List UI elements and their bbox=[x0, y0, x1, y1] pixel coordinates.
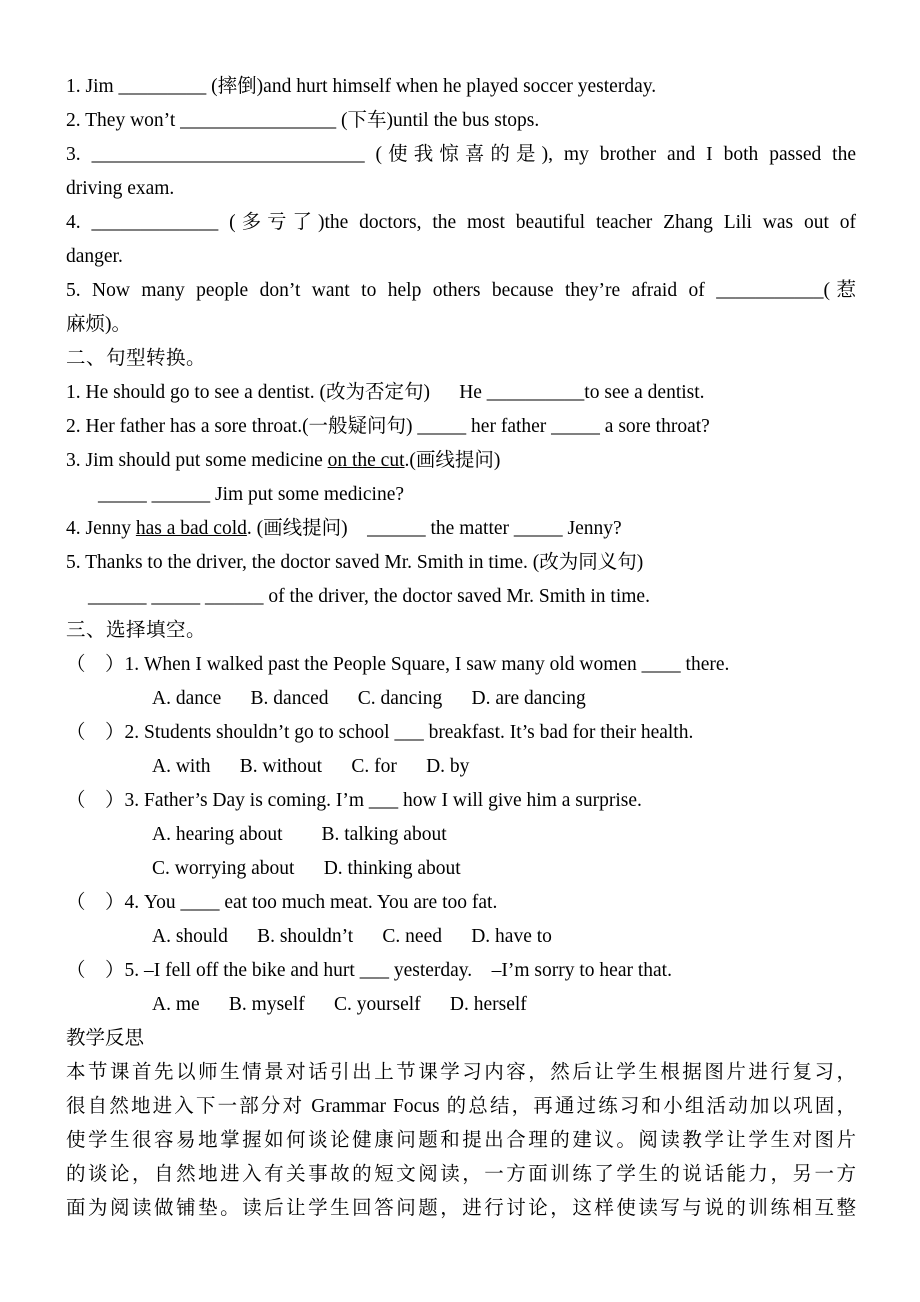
s2-q3-post: .(画线提问) bbox=[404, 450, 501, 471]
s3-q3-options-a: A. hearing about B. talking about bbox=[152, 824, 447, 845]
s2-q5: 5. Thanks to the driver, the doctor saved Mr. Smith in time. (改为同义句) bbox=[66, 552, 644, 573]
s2-q3 bbox=[66, 444, 856, 478]
s2-q4-post: . (画线提问) ______ the matter _____ Jenny? bbox=[246, 518, 622, 539]
s2-q1: 1. He should go to see a dentist. (改为否定句) He __________to see a dentist. bbox=[66, 382, 705, 403]
s3-q5-options: A. me B. myself C. yourself D. herself bbox=[152, 994, 527, 1015]
s1-q3-line2: driving exam. bbox=[66, 178, 175, 199]
s1-q3-line1: 3. ____________________________ (使我惊喜的是), my brother and I both passed the bbox=[66, 144, 856, 165]
s1-q5-line1: 5. Now many people don’t want to help others because they’re afraid of ___________(惹 bbox=[66, 280, 856, 301]
reflection-heading: 教学反思 bbox=[66, 1028, 145, 1049]
reflection-line-1: 本节课首先以师生情景对话引出上节课学习内容，然后让学生根据图片进行复习， bbox=[66, 1062, 856, 1083]
reflection-line-2: 很自然地进入下一部分对 Grammar Focus 的总结，再通过练习和小组活动加以巩固， bbox=[66, 1096, 856, 1117]
s3-q2: （ ）2. Students shouldn’t go to school ___ breakfast. It’s bad for their health. bbox=[66, 722, 694, 743]
s3-q3-options-b: C. worrying about D. thinking about bbox=[152, 858, 461, 879]
s3-q3: （ ）3. Father’s Day is coming. I’m ___ how I will give him a surprise. bbox=[66, 790, 642, 811]
s1-q2: 2. They won’t ________________ (下车)until the bus stops. bbox=[66, 110, 540, 131]
s2-q4-underlined: has a bad cold bbox=[135, 518, 247, 539]
s2-q3-underlined: on the cut bbox=[327, 450, 405, 471]
s1-q4-line1: 4. _____________ (多亏了)the doctors, the most beautiful teacher Zhang Lili was out of bbox=[66, 212, 856, 233]
s1-q4-line2: danger. bbox=[66, 246, 123, 267]
section2-heading: 二、句型转换。 bbox=[66, 348, 207, 369]
s2-q5-answer: ______ _____ ______ of the driver, the doctor saved Mr. Smith in time. bbox=[88, 586, 650, 607]
s3-q1-options: A. dance B. danced C. dancing D. are dancing bbox=[152, 688, 586, 709]
s1-q5-line2: 麻烦)。 bbox=[66, 314, 131, 335]
s2-q4 bbox=[66, 512, 856, 546]
s2-q2: 2. Her father has a sore throat.(一般疑问句) _____ her father _____ a sore throat? bbox=[66, 416, 710, 437]
s3-q4: （ ）4. You ____ eat too much meat. You are too fat. bbox=[66, 892, 498, 913]
reflection-line-4: 的谈论，自然地进入有关事故的短文阅读，一方面训练了学生的说话能力，另一方 bbox=[66, 1164, 856, 1185]
worksheet-page bbox=[66, 70, 856, 1226]
s3-q1: （ ）1. When I walked past the People Square, I saw many old women ____ there. bbox=[66, 654, 730, 675]
s2-q4-pre: 4. Jenny bbox=[66, 518, 136, 539]
reflection-line-5: 面为阅读做铺垫。读后让学生回答问题，进行讨论，这样使读写与说的训练相互整 bbox=[66, 1198, 856, 1219]
s2-q3-answer: _____ ______ Jim put some medicine? bbox=[98, 484, 405, 505]
s3-q5: （ ）5. –I fell off the bike and hurt ___ yesterday. –I’m sorry to hear that. bbox=[66, 960, 672, 981]
reflection-line-3: 使学生很容易地掌握如何谈论健康问题和提出合理的建议。阅读教学让学生对图片 bbox=[66, 1130, 856, 1151]
section3-heading: 三、选择填空。 bbox=[66, 620, 207, 641]
s2-q3-pre: 3. Jim should put some medicine bbox=[66, 450, 328, 471]
s3-q4-options: A. should B. shouldn’t C. need D. have to bbox=[152, 926, 552, 947]
s1-q1: 1. Jim _________ (摔倒)and hurt himself when he played soccer yesterday. bbox=[66, 76, 657, 97]
s3-q2-options: A. with B. without C. for D. by bbox=[152, 756, 470, 777]
